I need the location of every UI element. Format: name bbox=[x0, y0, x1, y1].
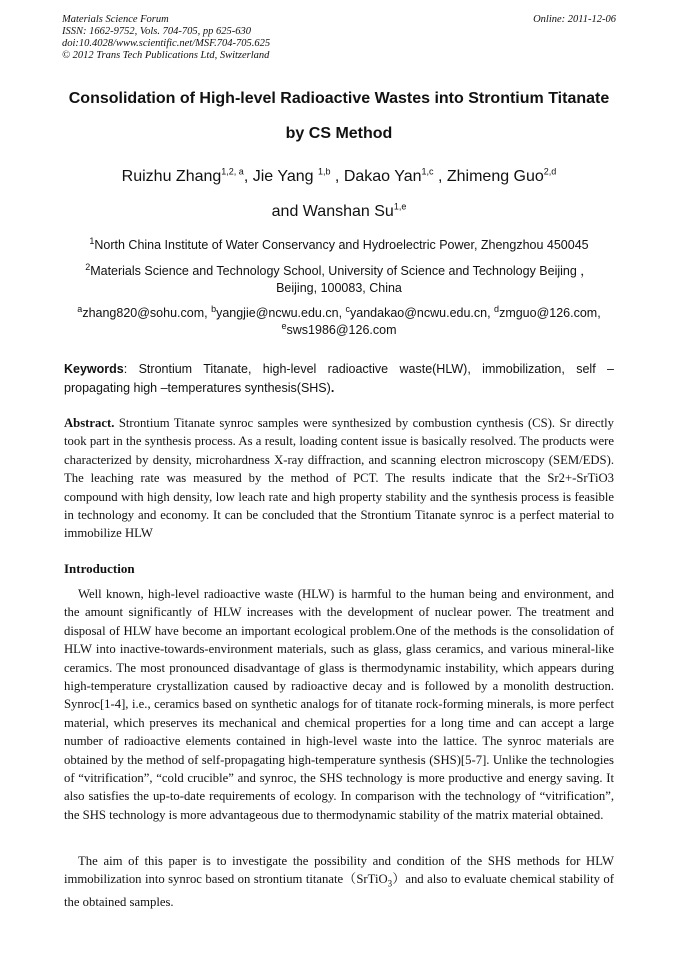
journal-name: Materials Science Forum bbox=[62, 14, 169, 25]
affiliation-1 bbox=[62, 237, 616, 254]
author-sep: , bbox=[330, 168, 344, 185]
email-sup: b bbox=[211, 303, 217, 314]
page-header bbox=[62, 14, 616, 62]
introduction-paragraph-2 bbox=[64, 852, 614, 912]
email-a[interactable]: zhang820@sohu.com, bbox=[82, 306, 212, 320]
abstract-text: Strontium Titanate synroc samples were synthesized by combustion cynthesis (CS). Sr directly took part in the synthesis process. As a result, loading content issue is basically resolved. The products were characterized by density, microhardness X-ray diffraction, and scanning electron microscopy (SEM/EDS). The leaching rate was measured by the method of PCT. The results indicate that the Sr2+-SrTiO3 compound with high density, low leach rate and high property stability and the synthesis process is feasible in technology and economy. It can be concluded that the Strontium Titanate synroc is a perfect material to immobilize HLW bbox=[64, 416, 614, 541]
email-c[interactable]: yandakao@ncwu.edu.cn, bbox=[350, 306, 495, 320]
email-d[interactable]: zmguo@126.com, bbox=[499, 306, 601, 320]
section-heading-introduction: Introduction bbox=[64, 561, 135, 576]
affiliation-sup: 1 bbox=[89, 235, 95, 246]
email-list bbox=[62, 305, 616, 339]
author-list-line2 bbox=[62, 203, 616, 221]
paper-title-line1: Consolidation of High-level Radioactive Wastes into Strontium Titanate bbox=[68, 90, 610, 107]
affiliation-2 bbox=[62, 263, 616, 297]
affiliation-text: Materials Science and Technology School, University of Science and Technology Beijing ， bbox=[90, 264, 593, 278]
subscript: 3 bbox=[387, 878, 393, 889]
email-sup: e bbox=[281, 320, 287, 331]
email-sup: c bbox=[345, 303, 351, 314]
author-name: and Wanshan Su bbox=[271, 203, 394, 220]
author-affil-sup: 2,d bbox=[543, 166, 557, 177]
keywords-label: Keywords bbox=[64, 362, 124, 376]
author-affil-sup: 1,e bbox=[393, 201, 407, 212]
keywords-end: . bbox=[330, 381, 335, 395]
author-affil-sup: 1,2, a bbox=[221, 166, 244, 177]
affiliation-text-line2: Beijing, 100083, China bbox=[276, 281, 402, 295]
author-list bbox=[62, 168, 616, 186]
paragraph-text: ）and also to evaluate chemical stability of the obtained samples. bbox=[64, 872, 614, 910]
keywords bbox=[64, 360, 614, 398]
author-name: Jie Yang bbox=[252, 168, 318, 185]
doi-line[interactable]: doi:10.4028/www.scientific.net/MSF.704-705.625 bbox=[62, 38, 271, 49]
author-sep: , bbox=[243, 168, 253, 185]
paper-title-line2: by CS Method bbox=[285, 125, 393, 142]
online-date: Online: 2011-12-06 bbox=[533, 14, 616, 25]
author-name: Ruizhu Zhang bbox=[121, 168, 222, 185]
author-name: Zhimeng Guo bbox=[446, 168, 544, 185]
abstract bbox=[64, 414, 614, 543]
paragraph-text: The aim of this paper is to investigate the possibility and condition of the SHS methods for HLW immobilization into synroc based on strontium titanate（SrTiO bbox=[64, 854, 614, 887]
copyright-line: © 2012 Trans Tech Publications Ltd, Switzerland bbox=[62, 50, 270, 61]
author-name: Dakao Yan bbox=[343, 168, 422, 185]
author-affil-sup: 1,b bbox=[317, 166, 331, 177]
abstract-label: Abstract. bbox=[64, 416, 115, 430]
email-sup: a bbox=[77, 303, 83, 314]
affiliation-sup: 2 bbox=[85, 261, 91, 272]
keywords-text: : Strontium Titanate, high-level radioactive waste(HLW), immobilization, self –propagating high –temperatures synthesis(SHS) bbox=[64, 362, 614, 395]
email-sup: d bbox=[494, 303, 500, 314]
affiliation-text: North China Institute of Water Conservancy and Hydroelectric Power, Zhengzhou 450045 bbox=[94, 238, 589, 252]
issn-line: ISSN: 1662-9752, Vols. 704-705, pp 625-630 bbox=[62, 26, 251, 37]
email-b[interactable]: yangjie@ncwu.edu.cn, bbox=[216, 306, 346, 320]
email-e[interactable]: sws1986@126.com bbox=[286, 323, 397, 337]
author-sep: , bbox=[433, 168, 447, 185]
introduction-paragraph-1: Well known, high-level radioactive waste (HLW) is harmful to the human being and environment, and the amount significantly of HLW increases with the development of nuclear power. The treatment and disposal of HLW have become an important ecological problem.One of the methods is the consolidation of HLW into inactive-towards-environment materials, such as glass, glass ceramics, and various mineral-like ceramics. The most pronounced disadvantage of glass is thermodynamic instability, which appears during high-temperature crystallization caused by radioactive decay and is followed by a monolith destruction. Synroc[1-4], i.e., ceramics based on synthetic analogs for of titanate rock-forming minerals, is more perfect material, which preserves its mechanical and chemical properties for a long time and can accept a large number of radioactive elements contained in high-level waste into the lattice. The synroc materials are obtained by the method of self-propagating high-temperature synthesis (SHS)[5-7]. Unlike the technologies of “vitrification”, “cold crucible” and synroc, the SHS technology is more productive and energy saving. It also satisfies the up-to-date requirements of ecology. In comparison with the technology of “vitrification”, the SHS technology is more advantageous due to thermodynamic stability of the matrix material obtained. bbox=[64, 587, 614, 822]
author-affil-sup: 1,c bbox=[421, 166, 434, 177]
